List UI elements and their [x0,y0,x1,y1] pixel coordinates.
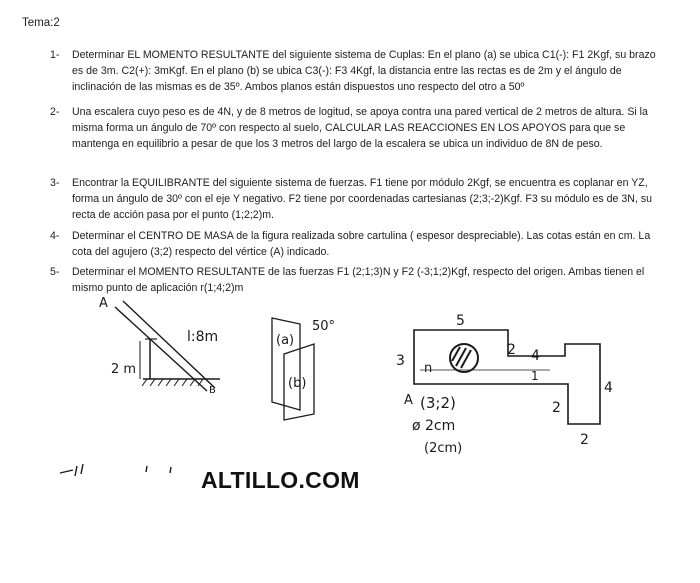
label-angle: 50° [312,319,336,334]
problem-text: Determinar EL MOMENTO RESULTANTE del siguiente sistema de Cuplas: En el plano (a) se ubica C1(-): F1 2Kgf, su brazo es de 3m. C2(+): 3mKgf. En el plano (b) se ubica C3(-): F3 4Kgf, la distancia entre las rectas es de 2m y el ángulo de inclinación de las mismas es de 35º. Ambos planos están dispuestos uno respecto del otro a 50º [72,49,656,94]
hole-diameter: ø 2cm [412,418,456,434]
label-plane-a: (a) [276,333,295,348]
scan-marks [55,458,185,478]
hole-diameter-note: (2cm) [424,441,463,456]
problem-1 [50,47,668,96]
problem-2 [50,104,668,153]
dim-right: 4 [604,380,613,396]
vertex-label: A [404,393,413,408]
label-height: 2 m [111,362,137,377]
dim-mid: 4 [531,348,540,364]
problem-text: Determinar el CENTRO DE MASA de la figura realizada sobre cartulina ( espesor despreciable). Las cotas están en cm. La cota del agujero (3;2) respecto del vértice (A) indicado. [72,230,651,259]
problem-number: 3- [50,177,60,189]
problem-3 [50,175,668,224]
dim-inner: 2 [552,400,561,416]
problem-4 [50,228,668,260]
hole-hatch [452,347,471,368]
plane-a [272,318,300,410]
dim-left: 3 [396,353,405,369]
problem-text: Determinar el MOMENTO RESULTANTE de las fuerzas F1 (2;1;3)N y F2 (-3;1;2)Kgf, respecto del origen. Ambas tienen el mismo punto de aplicación r(1;4;2)m [72,266,645,295]
dim-top: 5 [456,313,465,329]
problem-text: Encontrar la EQUILIBRANTE del siguiente sistema de fuerzas. F1 tiene por módulo 2Kgf, se encuentra es coplanar en YZ, forma un ángulo de 30º con el eje Y negativo. F2 tiene por coordenadas cartesianas (2;3;-2)Kgf. F3 su módulo es de 3N, su recta de acción pasa por el punto (1;2;2)m. [72,177,653,222]
problem-5 [50,264,668,296]
watermark: ALTILLO.COM [201,467,360,493]
ladder-figure [95,293,245,403]
shape-figure [390,308,630,458]
label-plane-b: (b) [288,376,307,391]
label-a: A [99,296,108,311]
dim-bottom: 2 [580,432,589,448]
problem-text: Una escalera cuyo peso es de 4N, y de 8 metros de logitud, se apoya contra una pared vertical de 2 metros de altura. Si la misma forma un ángulo de 70º con respecto al suelo, CALCULAR LAS REACCIONES EN LOS APOYOS para que se mantenga en equilibrio a pesar de que los 3 metros del largo de la escalera se ubica un individuo de 8N de peso. [72,106,648,151]
label-length: l:8m [187,329,219,345]
planes-figure [262,310,352,430]
dim-one: 1 [531,369,539,383]
problem-number: 4- [50,230,60,242]
problem-number: 5- [50,266,60,278]
ground-hatch [142,379,203,386]
hole-label: n [424,361,433,376]
problem-number: 2- [50,106,60,118]
hole-coord: (3;2) [420,394,456,412]
dim-step: 2 [507,342,516,358]
problem-number: 1- [50,49,60,61]
page-title: Tema:2 [22,17,60,29]
label-b: B [209,385,216,396]
